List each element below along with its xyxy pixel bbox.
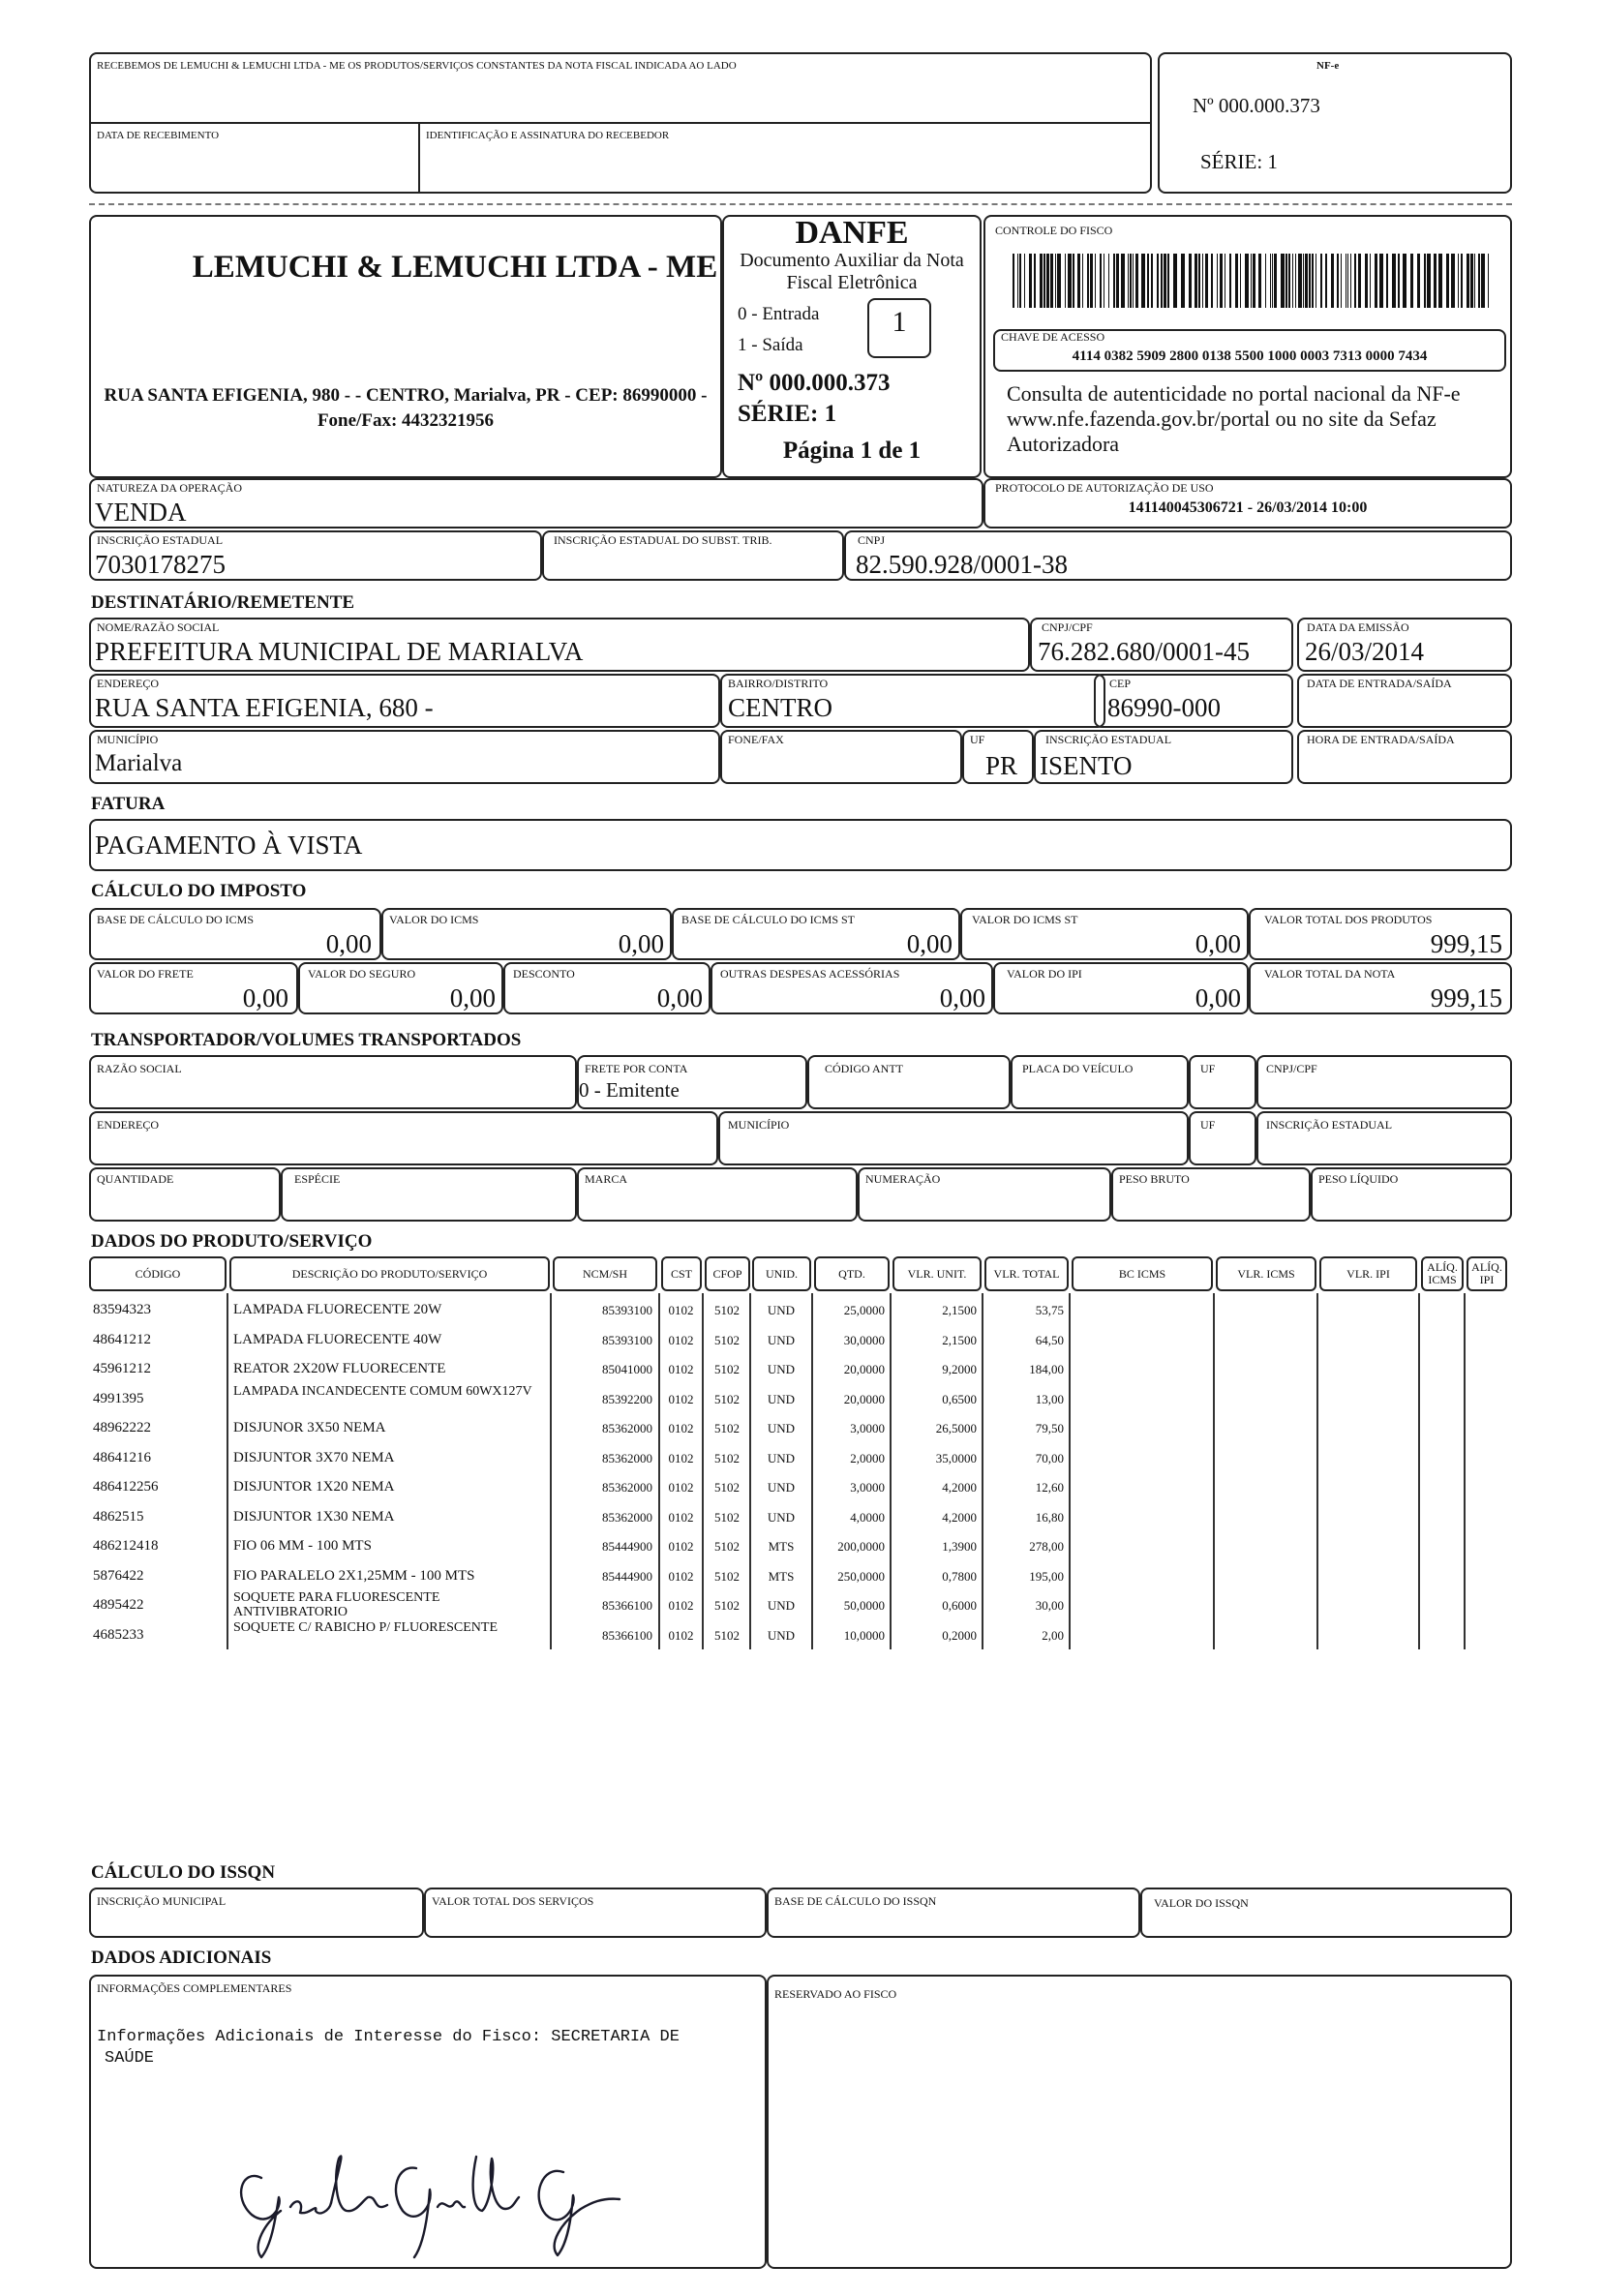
cell-ncm: 85041000 bbox=[602, 1362, 652, 1376]
cell-codigo: 5876422 bbox=[93, 1567, 144, 1584]
cell-cst: 0102 bbox=[668, 1509, 694, 1525]
transp-uf-box bbox=[1189, 1055, 1256, 1109]
cell-codigo: 4895422 bbox=[93, 1597, 144, 1613]
cell-unid: UND bbox=[767, 1391, 796, 1406]
cnpj-valor: 82.590.928/0001-38 bbox=[856, 550, 1068, 579]
cell-qtd: 30,0000 bbox=[843, 1332, 885, 1347]
outras: 0,00 bbox=[939, 983, 985, 1012]
frete-label: VALOR DO FRETE bbox=[97, 967, 194, 981]
seguro-label: VALOR DO SEGURO bbox=[308, 967, 416, 981]
header-bc-icms: BC ICMS bbox=[1072, 1256, 1213, 1291]
canhoto-numero: Nº 000.000.373 bbox=[1193, 94, 1320, 117]
cell-cst: 0102 bbox=[668, 1362, 694, 1376]
cell-vlr-unit: 0,2000 bbox=[942, 1627, 977, 1643]
issqn-total-label: VALOR TOTAL DOS SERVIÇOS bbox=[432, 1894, 594, 1908]
header-ncm: NCM/SH bbox=[553, 1256, 657, 1291]
transp-uf2-label: UF bbox=[1200, 1118, 1216, 1132]
cell-vlr-unit: 4,2000 bbox=[942, 1509, 977, 1525]
cell-codigo: 4685233 bbox=[93, 1626, 144, 1643]
transp-municipio-label: MUNICÍPIO bbox=[728, 1118, 790, 1132]
danfe-numero: Nº 000.000.373 bbox=[738, 370, 891, 396]
cell-qtd: 3,0000 bbox=[850, 1480, 885, 1495]
cell-unid: UND bbox=[767, 1598, 796, 1613]
dest-municipio-label: MUNICÍPIO bbox=[97, 733, 159, 746]
table-row bbox=[89, 1561, 1510, 1591]
cell-vlr-total: 16,80 bbox=[1035, 1509, 1064, 1525]
header-descricao: DESCRIÇÃO DO PRODUTO/SERVIÇO bbox=[229, 1256, 550, 1291]
valor-icms-label: VALOR DO ICMS bbox=[389, 913, 479, 926]
transp-peso-bruto-label: PESO BRUTO bbox=[1119, 1172, 1190, 1186]
table-row bbox=[89, 1590, 1510, 1620]
transp-frete: 0 - Emitente bbox=[579, 1078, 680, 1102]
total-nota: 999,15 bbox=[1430, 983, 1502, 1012]
cell-ncm: 85362000 bbox=[602, 1450, 652, 1465]
header-unid: UNID. bbox=[752, 1256, 811, 1291]
dest-emissao-label: DATA DA EMISSÃO bbox=[1307, 620, 1409, 634]
transp-cnpj-label: CNPJ/CPF bbox=[1266, 1062, 1317, 1075]
cell-vlr-unit: 1,3900 bbox=[942, 1539, 977, 1554]
cell-unid: UND bbox=[767, 1480, 796, 1495]
cell-qtd: 200,0000 bbox=[837, 1539, 885, 1554]
cell-ncm: 85362000 bbox=[602, 1480, 652, 1495]
cell-descricao: DISJUNOR 3X50 NEMA bbox=[233, 1420, 386, 1435]
dest-ie-label: INSCRIÇÃO ESTADUAL bbox=[1045, 733, 1172, 746]
cell-vlr-total: 30,00 bbox=[1035, 1598, 1064, 1613]
ipi: 0,00 bbox=[1195, 983, 1241, 1012]
cell-cst: 0102 bbox=[668, 1598, 694, 1613]
cell-unid: MTS bbox=[768, 1539, 795, 1554]
cell-vlr-unit: 9,2000 bbox=[942, 1362, 977, 1376]
cell-cst: 0102 bbox=[668, 1568, 694, 1584]
cell-cfop: 5102 bbox=[714, 1421, 740, 1435]
cell-cfop: 5102 bbox=[714, 1480, 740, 1495]
cell-descricao: LAMPADA INCANDECENTE COMUM 60WX127V bbox=[233, 1383, 532, 1399]
dest-emissao: 26/03/2014 bbox=[1305, 637, 1425, 666]
header-vlr-total: VLR. TOTAL bbox=[984, 1256, 1069, 1291]
cell-vlr-unit: 35,0000 bbox=[935, 1450, 977, 1465]
cell-codigo: 486212418 bbox=[93, 1538, 159, 1554]
cell-codigo: 45961212 bbox=[93, 1361, 151, 1376]
protocolo-label: PROTOCOLO DE AUTORIZAÇÃO DE USO bbox=[995, 481, 1214, 495]
natureza-label: NATUREZA DA OPERAÇÃO bbox=[97, 481, 243, 495]
valor-st-label: VALOR DO ICMS ST bbox=[972, 913, 1078, 926]
transp-numeracao-label: NUMERAÇÃO bbox=[865, 1172, 941, 1186]
cell-cst: 0102 bbox=[668, 1391, 694, 1406]
transp-uf2-box bbox=[1189, 1111, 1256, 1165]
cell-descricao: LAMPADA FLUORECENTE 40W bbox=[233, 1331, 442, 1347]
table-row bbox=[89, 1295, 1510, 1325]
danfe-serie: SÉRIE: 1 bbox=[738, 401, 837, 427]
cell-ncm: 85366100 bbox=[602, 1627, 652, 1643]
valor-icms: 0,00 bbox=[618, 929, 664, 958]
emitente-endereco: RUA SANTA EFIGENIA, 980 - - CENTRO, Marialva, PR - CEP: 86990000 - Fone/Fax: 4432321956 bbox=[104, 385, 708, 431]
cell-ncm: 85393100 bbox=[602, 1332, 652, 1347]
protocolo-valor: 141140045306721 - 26/03/2014 10:00 bbox=[1128, 499, 1368, 516]
ie-st-label: INSCRIÇÃO ESTADUAL DO SUBST. TRIB. bbox=[554, 533, 772, 547]
transp-quantidade-label: QUANTIDADE bbox=[97, 1172, 174, 1186]
dest-endereco-label: ENDEREÇO bbox=[97, 677, 159, 690]
header-aliq-ipi: ALÍQ. IPI bbox=[1467, 1256, 1507, 1291]
transp-peso-liquido-label: PESO LÍQUIDO bbox=[1318, 1172, 1399, 1186]
header-cfop: CFOP bbox=[705, 1256, 750, 1291]
transp-uf-label: UF bbox=[1200, 1062, 1216, 1075]
cell-unid: UND bbox=[767, 1450, 796, 1465]
info-label: INFORMAÇÕES COMPLEMENTARES bbox=[97, 1981, 292, 1995]
data-recebimento-label: DATA DE RECEBIMENTO bbox=[97, 130, 220, 141]
cell-codigo: 4991395 bbox=[93, 1390, 144, 1406]
dest-uf-label: UF bbox=[970, 733, 985, 746]
issqn-valor-box bbox=[1140, 1888, 1512, 1938]
canhoto-serie: SÉRIE: 1 bbox=[1200, 150, 1278, 173]
cell-cfop: 5102 bbox=[714, 1539, 740, 1554]
cell-vlr-total: 278,00 bbox=[1029, 1539, 1064, 1554]
cell-qtd: 50,0000 bbox=[843, 1598, 885, 1613]
cell-codigo: 4862515 bbox=[93, 1508, 144, 1525]
cell-cst: 0102 bbox=[668, 1539, 694, 1554]
cell-cfop: 5102 bbox=[714, 1391, 740, 1406]
header-codigo: CÓDIGO bbox=[89, 1256, 227, 1291]
cell-vlr-unit: 2,1500 bbox=[942, 1303, 977, 1317]
cell-cfop: 5102 bbox=[714, 1598, 740, 1613]
seguro: 0,00 bbox=[449, 983, 496, 1012]
header-cst: CST bbox=[661, 1256, 702, 1291]
ie-label: INSCRIÇÃO ESTADUAL bbox=[97, 533, 224, 547]
cell-descricao: DISJUNTOR 1X30 NEMA bbox=[233, 1508, 395, 1525]
transp-endereco-label: ENDEREÇO bbox=[97, 1118, 159, 1132]
cell-ncm: 85393100 bbox=[602, 1303, 652, 1317]
dest-endereco: RUA SANTA EFIGENIA, 680 - bbox=[95, 693, 434, 722]
cell-codigo: 83594323 bbox=[93, 1302, 151, 1317]
dest-cep-label: CEP bbox=[1109, 677, 1132, 690]
cell-codigo: 486412256 bbox=[93, 1479, 159, 1495]
cell-cst: 0102 bbox=[668, 1450, 694, 1465]
issqn-secao: CÁLCULO DO ISSQN bbox=[91, 1862, 276, 1883]
cell-vlr-total: 79,50 bbox=[1035, 1421, 1064, 1435]
cell-qtd: 20,0000 bbox=[843, 1391, 885, 1406]
table-row bbox=[89, 1325, 1510, 1355]
cell-vlr-unit: 4,2000 bbox=[942, 1480, 977, 1495]
header-vlr-ipi: VLR. IPI bbox=[1319, 1256, 1417, 1291]
produtos-secao: DADOS DO PRODUTO/SERVIÇO bbox=[91, 1231, 373, 1252]
dest-ie: ISENTO bbox=[1040, 751, 1133, 780]
cell-codigo: 48641212 bbox=[93, 1331, 151, 1347]
reservado-label: RESERVADO AO FISCO bbox=[774, 1987, 897, 2001]
dest-cnpj-label: CNPJ/CPF bbox=[1042, 620, 1093, 634]
fatura-secao: FATURA bbox=[91, 794, 166, 814]
dest-nome: PREFEITURA MUNICIPAL DE MARIALVA bbox=[95, 637, 584, 666]
cell-qtd: 4,0000 bbox=[850, 1509, 885, 1525]
header-vlr-icms: VLR. ICMS bbox=[1216, 1256, 1316, 1291]
cell-cst: 0102 bbox=[668, 1332, 694, 1347]
cell-vlr-unit: 0,6000 bbox=[942, 1598, 977, 1613]
transp-especie-label: ESPÉCIE bbox=[294, 1172, 341, 1186]
cell-descricao: FIO 06 MM - 100 MTS bbox=[233, 1538, 372, 1554]
dest-uf: PR bbox=[985, 751, 1018, 780]
cell-vlr-total: 13,00 bbox=[1035, 1391, 1064, 1406]
cut-line bbox=[89, 203, 1512, 205]
dest-fone-label: FONE/FAX bbox=[728, 733, 784, 746]
cell-cfop: 5102 bbox=[714, 1509, 740, 1525]
cell-vlr-total: 12,60 bbox=[1035, 1480, 1064, 1495]
cell-ncm: 85444900 bbox=[602, 1568, 652, 1584]
cell-ncm: 85392200 bbox=[602, 1391, 652, 1406]
cell-descricao: DISJUNTOR 1X20 NEMA bbox=[233, 1479, 395, 1495]
table-row bbox=[89, 1443, 1510, 1473]
identificacao-label: IDENTIFICAÇÃO E ASSINATURA DO RECEBEDOR bbox=[426, 130, 670, 141]
transportador-secao: TRANSPORTADOR/VOLUMES TRANSPORTADOS bbox=[91, 1030, 522, 1050]
cell-vlr-unit: 2,1500 bbox=[942, 1332, 977, 1347]
desconto-label: DESCONTO bbox=[513, 967, 575, 981]
reservado-box bbox=[767, 1975, 1512, 2269]
cell-cst: 0102 bbox=[668, 1480, 694, 1495]
cell-vlr-total: 53,75 bbox=[1035, 1303, 1064, 1317]
dest-bairro-label: BAIRRO/DISTRITO bbox=[728, 677, 829, 690]
cell-unid: UND bbox=[767, 1421, 796, 1435]
transp-antt-label: CÓDIGO ANTT bbox=[825, 1062, 903, 1075]
transp-placa-label: PLACA DO VEÍCULO bbox=[1022, 1062, 1134, 1075]
emitente-nome: LEMUCHI & LEMUCHI LTDA - ME bbox=[192, 250, 718, 285]
danfe-subtitle: Documento Auxiliar da Nota Fiscal Eletrônica bbox=[740, 250, 964, 293]
info-line-2: SAÚDE bbox=[105, 2049, 155, 2068]
imposto-secao: CÁLCULO DO IMPOSTO bbox=[91, 881, 307, 901]
cell-descricao: LAMPADA FLUORECENTE 20W bbox=[233, 1302, 442, 1317]
header-vlr-unit: VLR. UNIT. bbox=[892, 1256, 982, 1291]
canhoto-vdivider bbox=[418, 122, 420, 194]
cell-ncm: 85366100 bbox=[602, 1598, 652, 1613]
cell-cfop: 5102 bbox=[714, 1303, 740, 1317]
cell-vlr-total: 64,50 bbox=[1035, 1332, 1064, 1347]
cell-ncm: 85444900 bbox=[602, 1539, 652, 1554]
transp-ie-label: INSCRIÇÃO ESTADUAL bbox=[1266, 1118, 1393, 1132]
cell-descricao: SOQUETE PARA FLUORESCENTE ANTIVIBRATORIO bbox=[233, 1590, 440, 1619]
cell-qtd: 10,0000 bbox=[843, 1627, 885, 1643]
cell-vlr-unit: 0,7800 bbox=[942, 1568, 977, 1584]
dest-entrada-saida-label: DATA DE ENTRADA/SAÍDA bbox=[1307, 677, 1452, 690]
transp-frete-label: FRETE POR CONTA bbox=[585, 1062, 688, 1075]
dest-bairro: CENTRO bbox=[728, 693, 832, 722]
cell-qtd: 250,0000 bbox=[837, 1568, 885, 1584]
cell-qtd: 3,0000 bbox=[850, 1421, 885, 1435]
chave-acesso: 4114 0382 5909 2800 0138 5500 1000 0003 7313 0000 7434 bbox=[1072, 348, 1428, 364]
cell-vlr-total: 184,00 bbox=[1029, 1362, 1064, 1376]
total-produtos-label: VALOR TOTAL DOS PRODUTOS bbox=[1264, 913, 1433, 926]
dest-municipio: Marialva bbox=[95, 750, 183, 776]
cell-cfop: 5102 bbox=[714, 1627, 740, 1643]
issqn-base-label: BASE DE CÁLCULO DO ISSQN bbox=[774, 1894, 937, 1908]
cell-codigo: 48962222 bbox=[93, 1420, 151, 1435]
cnpj-label: CNPJ bbox=[858, 533, 886, 547]
chave-label: CHAVE DE ACESSO bbox=[1001, 330, 1105, 344]
outras-label: OUTRAS DESPESAS ACESSÓRIAS bbox=[720, 967, 900, 981]
info-line-1: Informações Adicionais de Interesse do Fisco: SECRETARIA DE bbox=[97, 2028, 680, 2046]
dest-cnpj: 76.282.680/0001-45 bbox=[1038, 637, 1250, 666]
danfe-pagina: Página 1 de 1 bbox=[782, 438, 922, 464]
table-row bbox=[89, 1413, 1510, 1443]
canhoto-recebemos: RECEBEMOS DE LEMUCHI & LEMUCHI LTDA - ME OS PRODUTOS/SERVIÇOS CONSTANTES DA NOTA FISCAL INDICADA AO LADO bbox=[97, 60, 737, 72]
ie-valor: 7030178275 bbox=[95, 550, 226, 579]
cell-ncm: 85362000 bbox=[602, 1421, 652, 1435]
cell-qtd: 2,0000 bbox=[850, 1450, 885, 1465]
cell-unid: UND bbox=[767, 1303, 796, 1317]
base-st-label: BASE DE CÁLCULO DO ICMS ST bbox=[681, 913, 856, 926]
controle-fisco-label: CONTROLE DO FISCO bbox=[995, 224, 1113, 237]
fatura-texto: PAGAMENTO À VISTA bbox=[95, 831, 363, 860]
cell-codigo: 48641216 bbox=[93, 1449, 151, 1465]
base-st: 0,00 bbox=[906, 929, 953, 958]
dest-nome-label: NOME/RAZÃO SOCIAL bbox=[97, 620, 220, 634]
ipi-label: VALOR DO IPI bbox=[1007, 967, 1082, 981]
consulta-texto: Consulta de autenticidade no portal nacional da NF-e www.nfe.fazenda.gov.br/portal ou no site da Sefaz Autorizadora bbox=[1007, 381, 1461, 456]
cell-cfop: 5102 bbox=[714, 1332, 740, 1347]
adicionais-secao: DADOS ADICIONAIS bbox=[91, 1948, 272, 1968]
cell-qtd: 25,0000 bbox=[843, 1303, 885, 1317]
cell-unid: MTS bbox=[768, 1568, 795, 1584]
total-nota-label: VALOR TOTAL DA NOTA bbox=[1264, 967, 1396, 981]
destinatario-secao: DESTINATÁRIO/REMETENTE bbox=[91, 592, 355, 613]
transp-marca-label: MARCA bbox=[585, 1172, 628, 1186]
table-row bbox=[89, 1354, 1510, 1384]
table-row bbox=[89, 1531, 1510, 1561]
cell-vlr-unit: 26,5000 bbox=[935, 1421, 977, 1435]
cell-cst: 0102 bbox=[668, 1303, 694, 1317]
table-row bbox=[89, 1384, 1510, 1414]
cell-cst: 0102 bbox=[668, 1421, 694, 1435]
issqn-im-label: INSCRIÇÃO MUNICIPAL bbox=[97, 1894, 227, 1908]
cell-cfop: 5102 bbox=[714, 1450, 740, 1465]
issqn-valor-label: VALOR DO ISSQN bbox=[1154, 1896, 1249, 1910]
cell-vlr-total: 70,00 bbox=[1035, 1450, 1064, 1465]
header-qtd: QTD. bbox=[814, 1256, 890, 1291]
frete: 0,00 bbox=[242, 983, 288, 1012]
cell-vlr-total: 2,00 bbox=[1042, 1627, 1064, 1643]
cell-descricao: SOQUETE C/ RABICHO P/ FLUORESCENTE bbox=[233, 1619, 499, 1635]
cell-vlr-unit: 0,6500 bbox=[942, 1391, 977, 1406]
cell-cfop: 5102 bbox=[714, 1568, 740, 1584]
table-row bbox=[89, 1472, 1510, 1502]
header-aliq-icms: ALÍQ. ICMS bbox=[1421, 1256, 1464, 1291]
transp-endereco-box bbox=[89, 1111, 718, 1165]
danfe-tipo: 1 bbox=[892, 306, 907, 338]
dest-hora-label: HORA DE ENTRADA/SAÍDA bbox=[1307, 733, 1455, 746]
canhoto-divider bbox=[89, 122, 1152, 124]
danfe-entrada: 0 - Entrada bbox=[738, 304, 820, 324]
cell-descricao: REATOR 2X20W FLUORECENTE bbox=[233, 1361, 446, 1376]
danfe-saida: 1 - Saída bbox=[738, 335, 803, 355]
cell-cst: 0102 bbox=[668, 1627, 694, 1643]
cell-descricao: DISJUNTOR 3X70 NEMA bbox=[233, 1449, 395, 1465]
cell-cfop: 5102 bbox=[714, 1362, 740, 1376]
valor-st: 0,00 bbox=[1195, 929, 1241, 958]
dest-municipio-box bbox=[89, 730, 720, 784]
cell-ncm: 85362000 bbox=[602, 1509, 652, 1525]
signature-image bbox=[223, 2130, 687, 2265]
table-row bbox=[89, 1502, 1510, 1532]
cell-qtd: 20,0000 bbox=[843, 1362, 885, 1376]
danfe-title: DANFE bbox=[795, 215, 909, 251]
table-row bbox=[89, 1620, 1510, 1650]
cell-descricao: FIO PARALELO 2X1,25MM - 100 MTS bbox=[233, 1567, 475, 1584]
cell-unid: UND bbox=[767, 1362, 796, 1376]
canhoto-nfe-label: NF-e bbox=[1316, 60, 1340, 72]
base-icms-label: BASE DE CÁLCULO DO ICMS bbox=[97, 913, 255, 926]
desconto: 0,00 bbox=[656, 983, 703, 1012]
cell-unid: UND bbox=[767, 1332, 796, 1347]
transp-razao-label: RAZÃO SOCIAL bbox=[97, 1062, 182, 1075]
cell-unid: UND bbox=[767, 1627, 796, 1643]
cell-unid: UND bbox=[767, 1509, 796, 1525]
natureza-valor: VENDA bbox=[95, 498, 187, 527]
total-produtos: 999,15 bbox=[1430, 929, 1502, 958]
barcode-icon bbox=[1013, 254, 1491, 308]
base-icms: 0,00 bbox=[325, 929, 372, 958]
dest-cep: 86990-000 bbox=[1107, 693, 1221, 722]
cell-vlr-total: 195,00 bbox=[1029, 1568, 1064, 1584]
